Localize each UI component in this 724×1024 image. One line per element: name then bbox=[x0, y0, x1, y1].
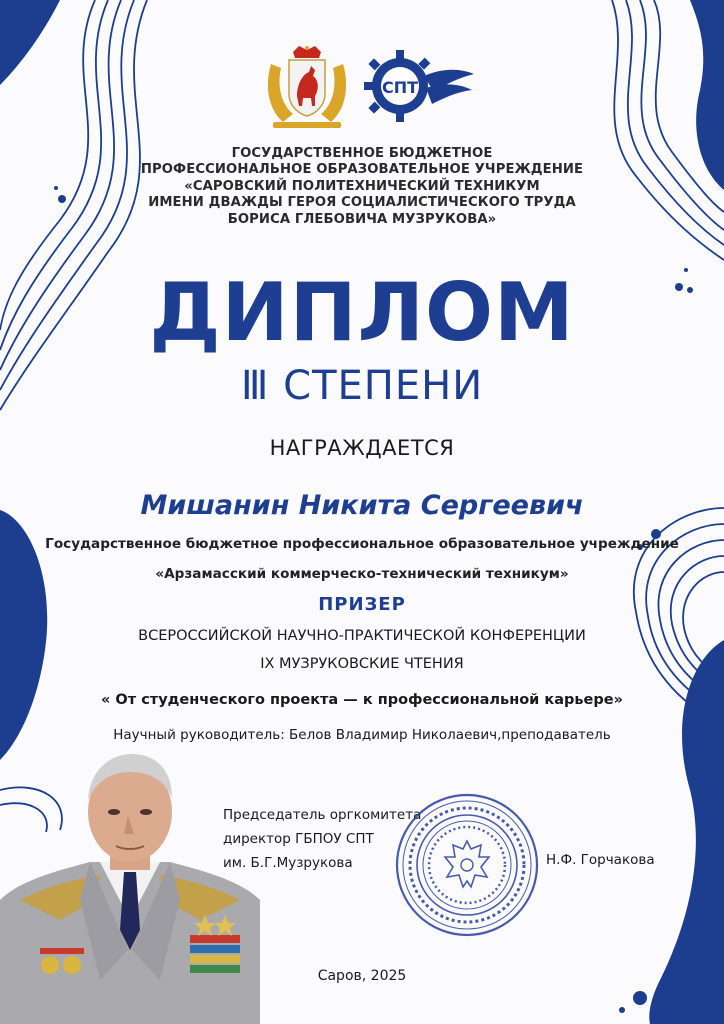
spt-logo-icon bbox=[362, 46, 474, 126]
chair-title: Председатель оргкомитета bbox=[223, 807, 422, 823]
chair-position: директор ГБПОУ СПТ bbox=[223, 831, 374, 847]
org-header-line: ПРОФЕССИОНАЛЬНОЕ ОБРАЗОВАТЕЛЬНОЕ УЧРЕЖДЕНИЕ bbox=[140, 162, 584, 178]
org-header-line: ГОСУДАРСТВЕННОЕ БЮДЖЕТНОЕ bbox=[231, 146, 493, 161]
org-header-line: ИМЕНИ ДВАЖДЫ ГЕРОЯ СОЦИАЛИСТИЧЕСКОГО ТРУДА bbox=[148, 195, 576, 211]
recipient-name: Мишанин Никита Сергеевич bbox=[140, 490, 584, 521]
diploma-degree: Ⅲ СТЕПЕНИ bbox=[240, 363, 484, 409]
coat-of-arms-icon bbox=[263, 44, 351, 130]
diploma-title: ДИПЛОМ bbox=[149, 266, 575, 359]
city-year: Саров, 2025 bbox=[317, 968, 407, 984]
logo-text: СПТ bbox=[381, 78, 419, 97]
conference-topic: « От студенческого проекта — к профессиональной карьере» bbox=[101, 692, 623, 708]
org-header-line: БОРИСА ГЛЕБОВИЧА МУЗРУКОВА» bbox=[227, 211, 497, 227]
conference-edition: IX МУЗРУКОВСКИЕ ЧТЕНИЯ bbox=[260, 656, 464, 672]
conference-name: ВСЕРОССИЙСКОЙ НАУЧНО-ПРАКТИЧЕСКОЙ КОНФЕРЕНЦИИ bbox=[138, 628, 586, 644]
organization-header bbox=[0, 146, 724, 228]
chair-block bbox=[223, 803, 421, 875]
institution-name: «Арзамасский коммерческо-технический техникум» bbox=[155, 566, 569, 582]
institution-line: Государственное бюджетное профессиональное образовательное учреждение bbox=[45, 536, 679, 552]
awarded-label: НАГРАЖДАЕТСЯ bbox=[269, 436, 455, 460]
prize-label: ПРИЗЕР bbox=[318, 594, 406, 615]
supervisor-line: Научный руководитель: Белов Владимир Николаевич,преподаватель bbox=[113, 727, 611, 743]
org-header-line: «САРОВСКИЙ ПОЛИТЕХНИЧЕСКИЙ ТЕХНИКУМ bbox=[184, 178, 540, 194]
official-stamp-icon bbox=[393, 791, 541, 939]
signer-name: Н.Ф. Горчакова bbox=[546, 852, 655, 868]
chair-institution: им. Б.Г.Музрукова bbox=[223, 855, 353, 871]
